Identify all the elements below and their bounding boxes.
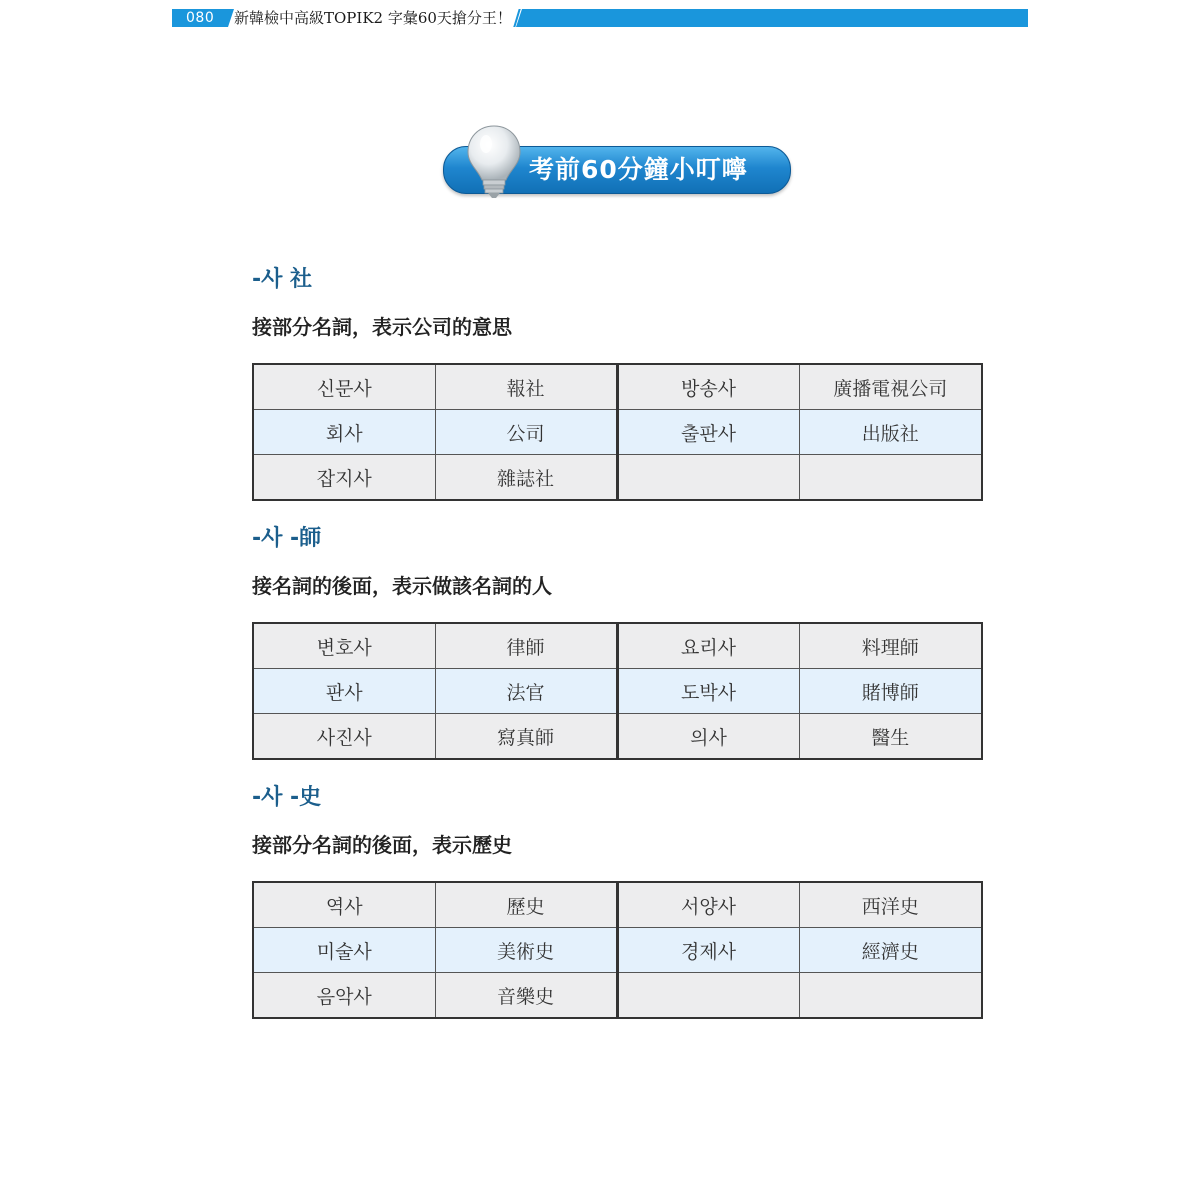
table-row — [253, 714, 982, 760]
page-number: 080 — [186, 10, 215, 26]
table-row — [253, 623, 982, 669]
korean-word: 경제사 — [617, 928, 799, 973]
chinese-meaning: 雜誌社 — [435, 455, 617, 501]
korean-word: 의사 — [617, 714, 799, 760]
section-heading: -사 -史 — [252, 785, 322, 810]
table-row — [253, 364, 982, 410]
page-header — [172, 9, 1028, 27]
korean-word: 역사 — [253, 882, 435, 928]
section-description: 接部分名詞，表示公司的意思 — [252, 315, 512, 339]
banner-title: 考前60分鐘小叮嚀 — [529, 155, 748, 184]
chinese-meaning: 料理師 — [799, 623, 982, 669]
korean-word: 신문사 — [253, 364, 435, 410]
table-row — [253, 973, 982, 1019]
chinese-meaning: 音樂史 — [435, 973, 617, 1019]
chinese-meaning: 法官 — [435, 669, 617, 714]
section-description: 接名詞的後面，表示做該名詞的人 — [252, 574, 552, 598]
chinese-meaning: 醫生 — [799, 714, 982, 760]
chinese-meaning: 經濟史 — [799, 928, 982, 973]
korean-word: 잡지사 — [253, 455, 435, 501]
chinese-meaning: 賭博師 — [799, 669, 982, 714]
korean-word — [617, 455, 799, 501]
korean-word: 요리사 — [617, 623, 799, 669]
korean-word: 미술사 — [253, 928, 435, 973]
chinese-meaning: 律師 — [435, 623, 617, 669]
chinese-meaning: 報社 — [435, 364, 617, 410]
chinese-meaning: 美術史 — [435, 928, 617, 973]
korean-word: 방송사 — [617, 364, 799, 410]
vocab-table — [252, 622, 983, 760]
chinese-meaning: 公司 — [435, 410, 617, 455]
chinese-meaning — [799, 973, 982, 1019]
korean-word: 회사 — [253, 410, 435, 455]
korean-word: 변호사 — [253, 623, 435, 669]
korean-word: 사진사 — [253, 714, 435, 760]
chinese-meaning — [799, 455, 982, 501]
korean-word: 판사 — [253, 669, 435, 714]
table-row — [253, 928, 982, 973]
table-row — [253, 669, 982, 714]
chinese-meaning: 寫真師 — [435, 714, 617, 760]
table-row — [253, 882, 982, 928]
table-row — [253, 455, 982, 501]
korean-word: 서양사 — [617, 882, 799, 928]
korean-word: 음악사 — [253, 973, 435, 1019]
lightbulb-icon — [464, 124, 524, 200]
chinese-meaning: 出版社 — [799, 410, 982, 455]
vocab-table — [252, 363, 983, 501]
chinese-meaning: 歷史 — [435, 882, 617, 928]
section-heading: -사 -師 — [252, 526, 322, 551]
table-row — [253, 410, 982, 455]
korean-word: 출판사 — [617, 410, 799, 455]
korean-word: 도박사 — [617, 669, 799, 714]
vocab-table — [252, 881, 983, 1019]
book-title: 新韓檢中高級TOPIK2 字彙60天搶分王！ — [234, 9, 512, 27]
chinese-meaning: 西洋史 — [799, 882, 982, 928]
section-description: 接部分名詞的後面，表示歷史 — [252, 833, 512, 857]
chinese-meaning: 廣播電視公司 — [799, 364, 982, 410]
section-heading: -사 社 — [252, 267, 313, 292]
korean-word — [617, 973, 799, 1019]
